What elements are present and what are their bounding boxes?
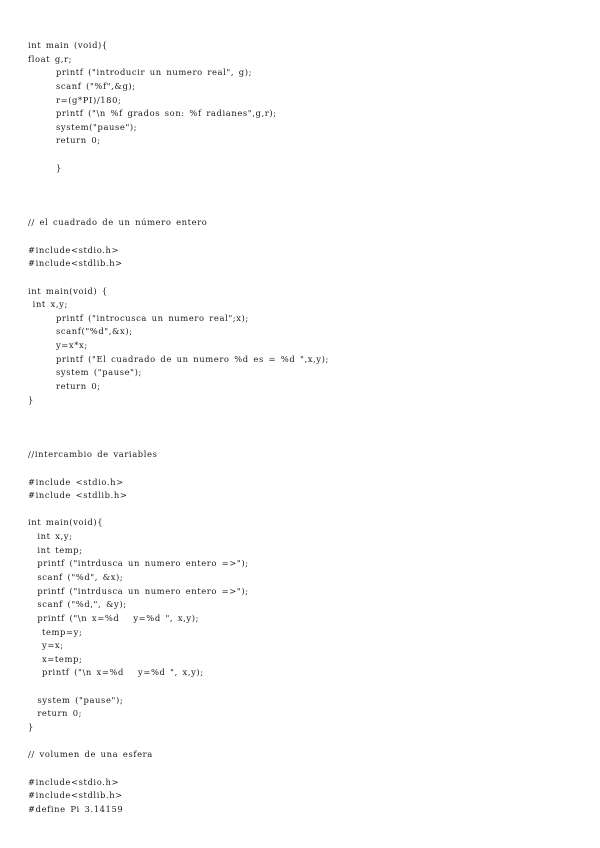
code-line <box>28 435 329 449</box>
code-line: printf ("introducir un numero real", g); <box>28 67 253 78</box>
code-line: #include<stdio.h> <box>28 244 120 255</box>
code-line: int main (void){ <box>28 40 108 50</box>
code-line: printf ("\n x=%d y=%d ", x,y); <box>28 667 204 678</box>
code-line: int x,y; <box>28 299 68 310</box>
code-line: printf ("intrdusca un numero entero =>"); <box>28 585 249 596</box>
code-line: } <box>28 394 34 405</box>
code-line: int temp; <box>28 544 83 555</box>
code-line <box>28 503 329 517</box>
code-line <box>28 230 329 244</box>
code-line: x=temp; <box>28 653 83 664</box>
code-line: scanf ("%d,", &y); <box>28 599 127 610</box>
code-line: y=x; <box>28 640 64 651</box>
code-line: float g,r; <box>28 53 73 64</box>
code-line: return 0; <box>28 381 101 392</box>
code-line: #include<stdlib.h> <box>28 258 123 269</box>
code-line: printf ("intrdusca un numero entero =>"); <box>28 558 249 569</box>
code-line <box>28 421 329 435</box>
code-line: #define Pi 3.14159 <box>28 803 124 814</box>
code-line: scanf ("%f",&g); <box>28 80 136 91</box>
code-line: printf ("introcusca un numero real";x); <box>28 312 249 323</box>
code-listing <box>28 39 329 817</box>
code-line: system ("pause"); <box>28 367 142 378</box>
code-line: //intercambio de variables <box>28 449 158 460</box>
code-line <box>28 148 329 162</box>
code-line: int x,y; <box>28 531 73 542</box>
code-line: printf ("\n %f grados son: %f radianes",g,r); <box>28 108 277 119</box>
code-line: } <box>28 722 34 733</box>
code-line: #include<stdio.h> <box>28 776 120 787</box>
code-line: #include <stdlib.h> <box>28 490 128 501</box>
code-line <box>28 735 329 749</box>
code-line <box>28 203 329 217</box>
code-line <box>28 462 329 476</box>
code-line <box>28 762 329 776</box>
code-line: system("pause"); <box>28 121 138 132</box>
code-line: // el cuadrado de un número entero <box>28 217 208 228</box>
code-line: return 0; <box>28 135 101 146</box>
code-line: y=x*x; <box>28 340 88 351</box>
code-line <box>28 271 329 285</box>
code-line <box>28 175 329 189</box>
code-line: printf ("\n x=%d y=%d ", x,y); <box>28 612 200 623</box>
code-line <box>28 407 329 421</box>
code-line: #include<stdlib.h> <box>28 790 123 801</box>
code-line: } <box>28 162 62 173</box>
code-line: int main(void) { <box>28 285 108 296</box>
code-line: temp=y; <box>28 626 83 637</box>
code-line: system ("pause"); <box>28 694 124 705</box>
code-line: return 0; <box>28 708 83 719</box>
code-line: scanf ("%d", &x); <box>28 571 124 582</box>
code-line: r=(g*PI)/180; <box>28 94 122 105</box>
code-line: int main(void){ <box>28 517 104 528</box>
code-line <box>28 680 329 694</box>
code-line: #include <stdio.h> <box>28 476 124 487</box>
code-line: // volumen de una esfera <box>28 749 153 760</box>
code-line <box>28 189 329 203</box>
code-line: scanf("%d",&x); <box>28 326 133 337</box>
code-line: printf ("El cuadrado de un numero %d es = %d ",x,y); <box>28 353 329 364</box>
